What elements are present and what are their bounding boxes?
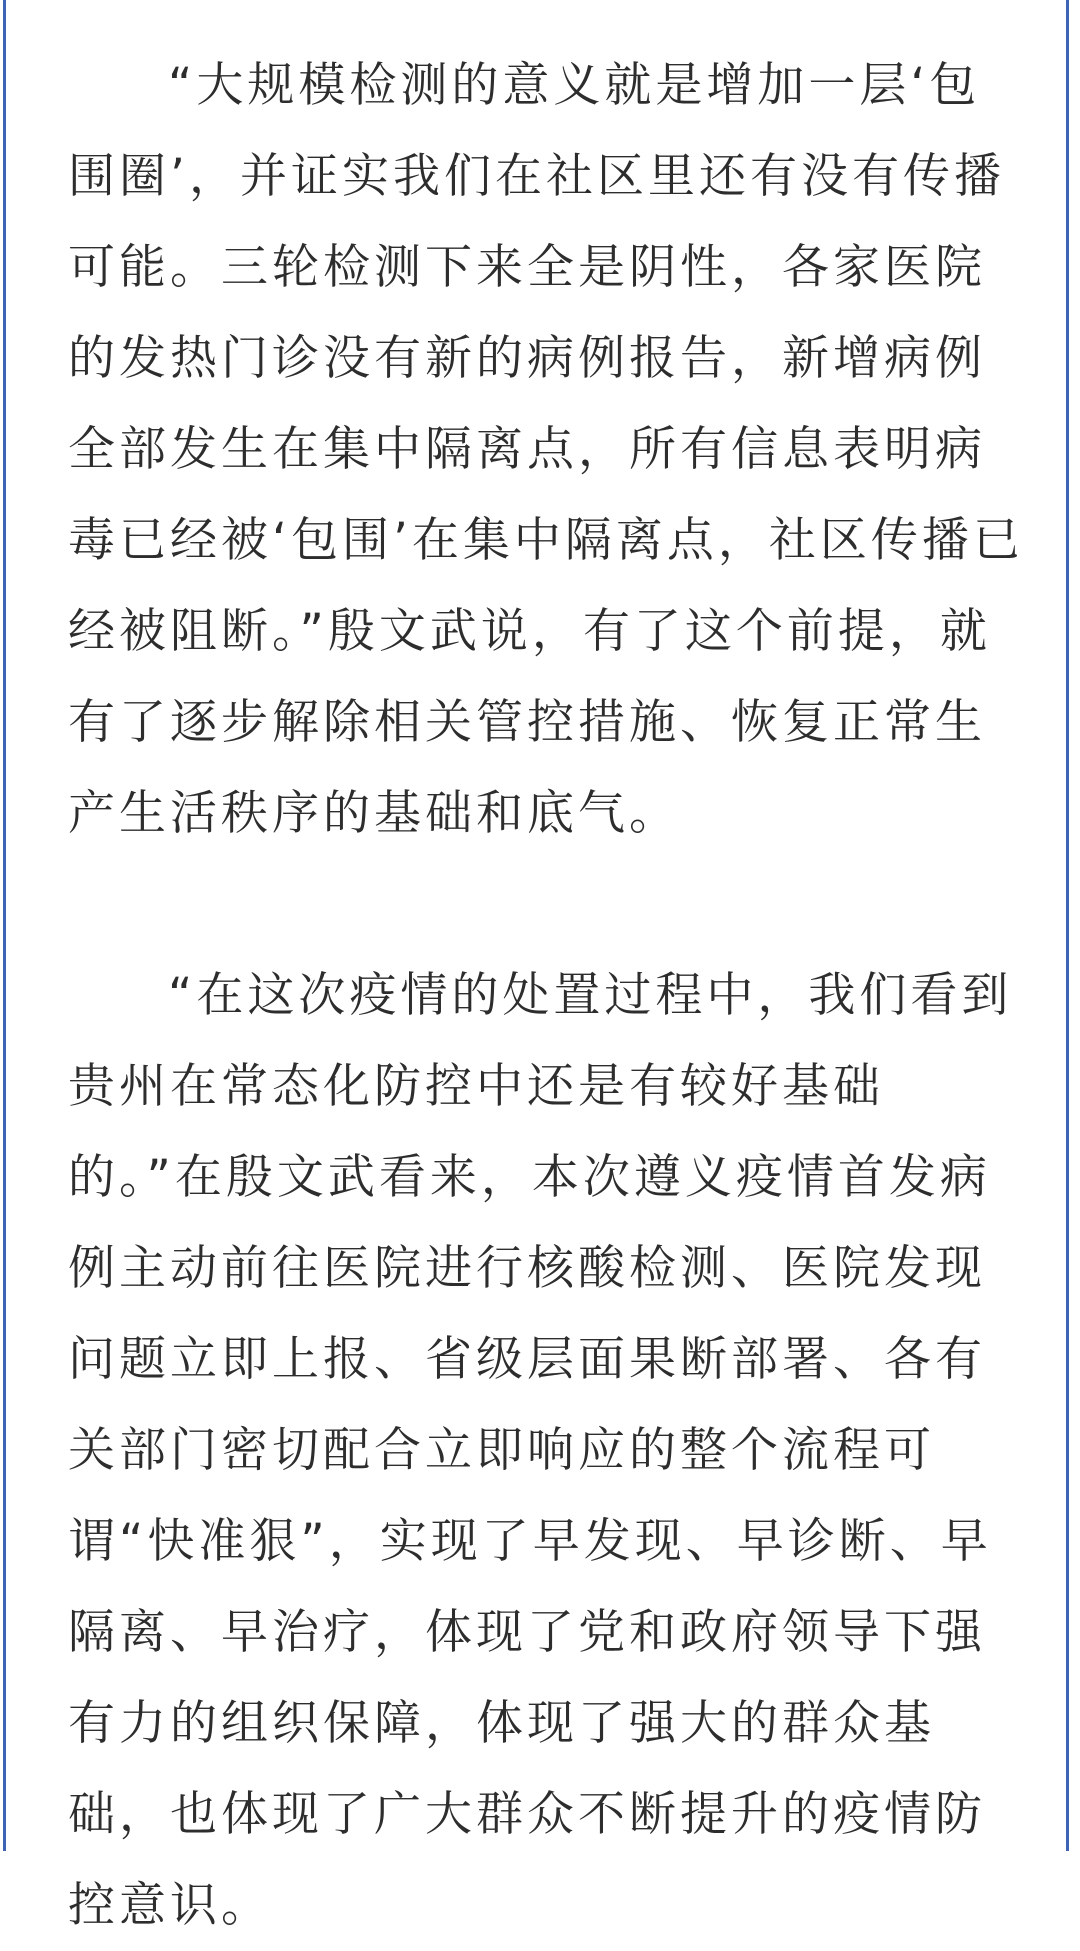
article-paragraph-1: “大规模检测的意义就是增加一层‘包围圈’，并证实我们在社区里还有没有传播可能。三轮检测下来全是阴性，各家医院的发热门诊没有新的病例报告，新增病例全部发生在集中隔离点，所有信息表明病毒已经被‘包围’在集中隔离点，社区传播已经被阻断。”殷文武说，有了这个前提，就有了逐步解除相关管控措施、恢复正常生产生活秩序的基础和底气。 [68, 58, 1024, 841]
article-frame [3, 0, 1069, 1933]
article-paragraph-2: “在这次疫情的处置过程中，我们看到贵州在常态化防控中还是有较好基础的。”在殷文武看来，本次遵义疫情首发病例主动前往医院进行核酸检测、医院发现问题立即上报、省级层面果断部署、各有关部门密切配合立即响应的整个流程可谓“快准狠”，实现了早发现、早诊断、早隔离、早治疗，体现了党和政府领导下强有力的组织保障，体现了强大的群众基础，也体现了广大群众不断提升的疫情防控意识。 [68, 968, 1013, 1933]
article-body [68, 40, 1028, 1951]
